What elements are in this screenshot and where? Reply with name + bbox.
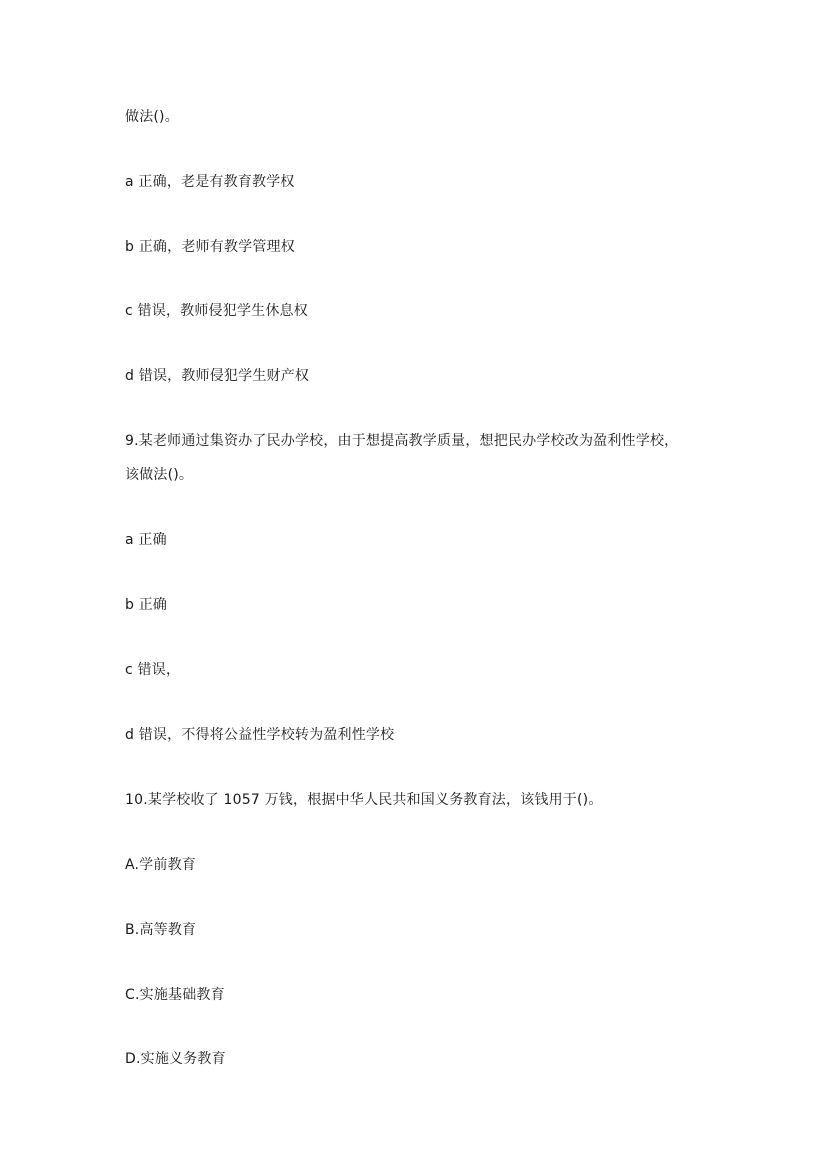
- q9-stem-line2: 该做法()。: [125, 467, 194, 483]
- q9-option-a: a 正确: [125, 532, 167, 548]
- q8-stem-tail: 做法()。: [125, 109, 179, 125]
- q9-option-c: c 错误，: [125, 662, 181, 678]
- q10-stem: 10.某学校收了 1057 万钱，根据中华人民共和国义务教育法，该钱用于()。: [125, 792, 603, 808]
- q9-option-d: d 错误，不得将公益性学校转为盈利性学校: [125, 727, 395, 743]
- q10-option-d: D.实施义务教育: [125, 1051, 226, 1067]
- q8-option-d: d 错误，教师侵犯学生财产权: [125, 368, 310, 384]
- q9-option-b: b 正确: [125, 597, 168, 613]
- q8-option-b: b 正确，老师有教学管理权: [125, 239, 295, 255]
- q10-option-c: C.实施基础教育: [125, 987, 225, 1003]
- q10-option-a: A.学前教育: [125, 857, 196, 873]
- q8-option-a: a 正确，老是有教育教学权: [125, 174, 295, 190]
- q8-option-c: c 错误，教师侵犯学生休息权: [125, 303, 308, 319]
- q9-stem-line1: 9.某老师通过集资办了民办学校，由于想提高教学质量，想把民办学校改为盈利性学校，: [125, 433, 679, 449]
- q10-option-b: B.高等教育: [125, 922, 197, 938]
